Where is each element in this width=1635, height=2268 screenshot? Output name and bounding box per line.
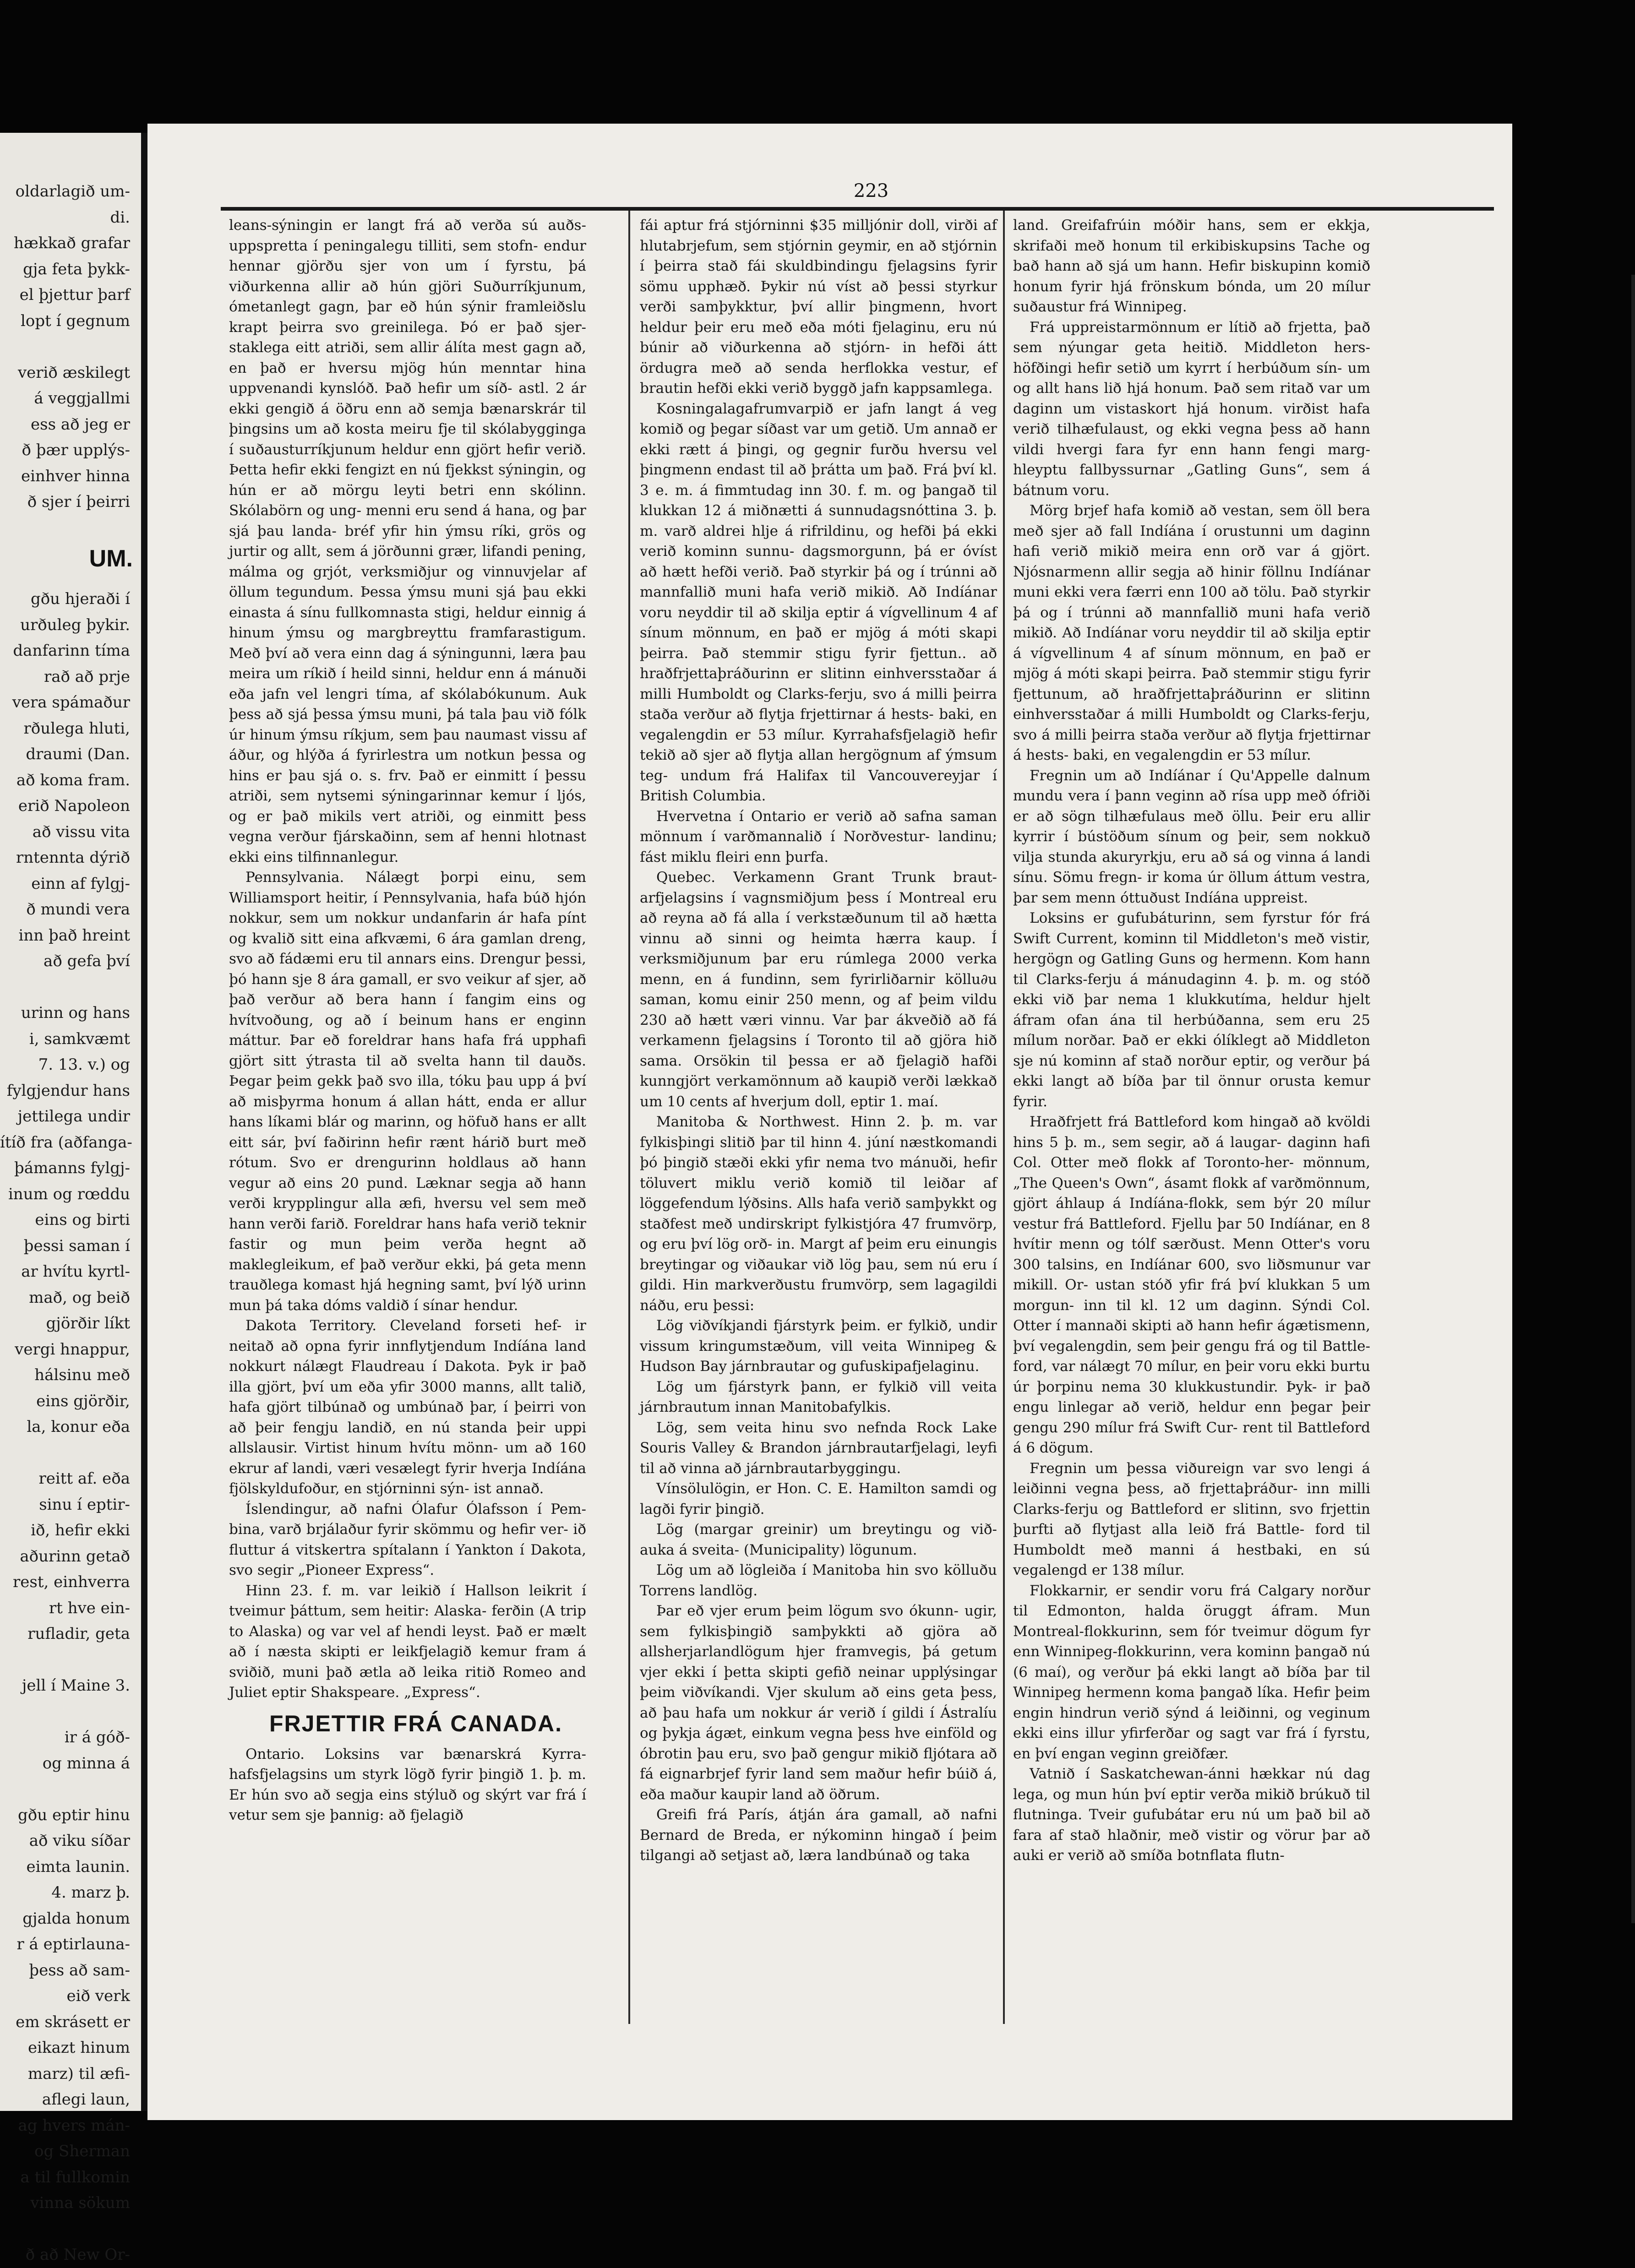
previous-page-line: ð mundi vera — [26, 900, 130, 919]
article-column-3 — [1013, 215, 1370, 2019]
article-paragraph: Dakota Territory. Cleveland forseti hef- ir neitað að opna fyrir innflytjendum Indíána land nokkurt nálægt Flaudreau í Dakota. Þyk ir það illa gjört, því um eða yfir 3000 manns, allt talið, hafa gjört tilbúnað og umbúnað þar, í þeirri von að þeir fengju landið, en nú standa þeir uppi allslausir. Virtist hinum hvítu mönn- um að 160 ekrur af landi, væri vesælegt fyrir hverja Indíána fjölskyldufoður, en stjórninni sýn- ist annað. — [229, 1317, 586, 1497]
section-heading: FRJETTIR FRÁ CANADA. — [269, 1710, 562, 1736]
article-paragraph: Vínsölulögin, er Hon. C. E. Hamilton samdi og lagði fyrir þingið. — [640, 1480, 997, 1517]
article-paragraph: Fregnin um að Indíánar í Qu'Appelle dalnum mundu vera í þann veginn að rísa upp með ófriði er að sögn tilhæfulaus með öllu. Þeir eru allir kyrrir í bústöðum sínum og þeir, sem nokkuð vilja stunda akuryrkju, eru að sá og vinna á landi sínu. Sömu fregn- ir koma úr öllum áttum vestra, þar sem menn óttuðust Indíána uppreist. — [1013, 767, 1370, 906]
previous-page-line: þess að sam- — [29, 1961, 130, 1980]
previous-page-line — [0, 1440, 133, 1466]
previous-page-line: að koma fram. — [16, 771, 130, 789]
previous-page-line: gðu hjeraði í — [30, 590, 130, 608]
previous-page-line: gja feta þykk- — [23, 260, 130, 278]
previous-page-line: di. — [110, 208, 130, 227]
article-paragraph: Þar eð vjer erum þeim lögum svo ókunn- ugir, sem fylkisþingið samþykkti að gjöra að allsherjarlandlögum hjer framvegis, þá getum vjer ekki í þetta skipti gefið neinar upplýsingar þeim viðvíkandi. Vjer skulum að eins geta þess, að þau hafa um nokkur ár verið í gildi í Ástralíu og þykja ágæt, einkum vegna þess hve einföld og óbrotin þau eru, svo það gengur mikið fljótara að fá eignarbrjef fyrir land sem maður hefir búið á, eða maður kaupir land að öðrum. — [640, 1603, 997, 1803]
previous-page-line: þessi saman í — [23, 1236, 130, 1255]
previous-page-line: urðuleg þykir. — [20, 615, 130, 634]
previous-page-line: i, samkvæmt — [29, 1029, 130, 1048]
previous-page-line — [0, 1699, 133, 1725]
previous-page-line: vera spámaður — [12, 693, 130, 712]
previous-page-line: rt hve ein- — [49, 1599, 130, 1617]
previous-page-line: ð að New Or- — [25, 2246, 130, 2264]
previous-page-line: em skrásett er — [16, 2012, 130, 2031]
previous-page-line: ir á góð- — [64, 1728, 130, 1746]
previous-page-line: 4. marz þ. — [51, 1883, 130, 1902]
previous-page-line: eikazt hinum — [27, 2039, 130, 2057]
article-paragraph: Manitoba & Northwest. Hinn 2. þ. m. var fylkisþingi slitið þar til hinn 4. júní næstkomandi þó þingið stæði ekki yfir nema tvo mánuði, hefir töluvert miklu verið komið til leiðar af löggefendum lýðsins. Alls hafa verið samþykkt og staðfest með undirskript fylkistjóra 47 frumvörp, og eru því lög orð- in. Margt af þeim eru einungis breytingar og viðaukar við lög þau, sem nú eru í gildi. Hin markverðustu frumvörp, sem lagagildi náðu, eru þessi: — [640, 1114, 997, 1314]
previous-page-line: og Sherman — [34, 2142, 130, 2160]
previous-page-line: eins gjörðir, — [36, 1392, 130, 1410]
article-paragraph: Kosningalagafrumvarpið er jafn langt á veg komið og þegar síðast var um getið. Um annað er ekki rætt á þingi, og gegnir furðu hversu vel þingmenn endast til að þrátta um það. Frá því kl. 3 e. m. á fimmtudag inn 30. f. m. og þangað til klukkan 12 á miðnætti á sunnudagsnóttina 3. þ. m. varð aldrei hlje á rifrildinu, og hefði þá ekki verið kominn sunnu- dagsmorgunn, þá er óvíst að hætt hefði verið. Það styrkir þá og í trúnni að mannfallið muni hafa verið mikið. Að Indíánar voru neyddir til að skilja eptir á vígvellinum 4 af sínum mönnum, en það er mjög á móti skapi þeirra. Það stemmir stigu fyrir fjettun.. að hraðfrjettaþráðurinn er slitinn einhversstaðar á milli Humboldt og Clarks-ferju, svo á milli þeirra staða verður að flytja frjettirnar á hests- baki, en vegalengdin er 53 mílur. Kyrrahafsfjelagið hefir tekið að sjer að flytja allan hergögnum af ýmsum teg- undum frá Halifax til Vancouvereyjar í British Columbia. — [640, 400, 997, 804]
previous-page-line: gjörðir líkt — [46, 1314, 130, 1333]
previous-page-line: rest, einhverra — [13, 1573, 130, 1591]
previous-page-line: eið verk — [66, 1987, 130, 2005]
previous-page-line: einn af fylgj- — [31, 874, 130, 893]
article-paragraph: fái aptur frá stjórninni $35 milljónir doll, virði af hlutabrjefum, sem stjórnin geymir, en að stjórnin í þeirra stað fái skuldbindingu fjelagsins fyrir sömu upphæð. Þykir nú víst að þessi styrkur verði samþykktur, því allir þingmenn, hvort heldur þeir eru með eða móti fjelaginu, eru nú búnir að viðurkenna að stjórn- in hefði átt ördugra með að senda herflokka vestur, ef brautin hefði ekki verið byggð jafn kappsamlega. — [640, 217, 997, 397]
previous-page-line: hækkað grafar — [13, 234, 130, 252]
previous-page-column-bottom — [0, 586, 133, 2268]
previous-page-line: rðulega hluti, — [23, 719, 130, 738]
previous-page-line: inum og rœddu — [8, 1185, 130, 1203]
previous-page-line: þámanns fylgj- — [14, 1159, 130, 1177]
page-number: 223 — [853, 180, 889, 201]
previous-page-line: lopt í gegnum — [21, 311, 130, 330]
article-paragraph: Ontario. Loksins var bænarskrá Kyrra- hafsfjelagsins um styrk lögð fyrir þingið 1. þ. m. Er hún svo að segja eins stýluð og skýrt var frá í vetur sem sje þannig: að fjelagið — [229, 1746, 586, 1823]
column-rule-1 — [628, 211, 630, 2024]
previous-page-line: einhver hinna — [21, 467, 130, 485]
previous-page-line: el þjettur þarf — [19, 286, 130, 304]
previous-page-line: marz) til æfi- — [27, 2064, 130, 2083]
previous-page-line: inn það hreint — [18, 926, 130, 945]
previous-page-line: urinn og hans — [21, 1004, 130, 1022]
previous-page-heading: UM. — [89, 545, 133, 572]
column-rule-2 — [1003, 211, 1005, 2024]
article-paragraph: Íslendingur, að nafni Ólafur Ólafsson í Pem- bina, varð brjálaður fyrir skömmu og hefir ver- ið fluttur á vitskertra spítalann í Yankton í Dakota, svo segir „Pioneer Express“. — [229, 1501, 586, 1578]
article-paragraph: Hraðfrjett frá Battleford kom hingað að kvöldi hins 5 þ. m., sem segir, að á laugar- daginn hafi Col. Otter með flokk af Toronto-her- mönnum, „The Queen's Own“, ásamt flokk af varðmönnum, gjört áhlaup á Indíána-flokk, sem býr 20 mílur vestur frá Battleford. Fjellu þar 50 Indíánar, en 8 hvítir menn og tólf særðust. Menn Otter's voru 300 talsins, en Indíánar 600, svo liðsmunur var mikill. Or- ustan stóð yfir frá því klukkan 5 um morgun- inn til kl. 12 um daginn. Sýndi Col. Otter í mannaði skipti að hann hefir ágætismenn, því vegalengdin, sem þeir gengu frá og til Battle- ford, var nálægt 70 mílur, en þeir voru ekki burtu úr þorpinu nema 30 klukkustundir. Þyk- ir það engu linlegar að verið, heldur enn þegar þeir gengu 290 mílur frá Swift Cur- rent til Battleford á 6 dögum. — [1013, 1114, 1370, 1456]
article-paragraph: Hvervetna í Ontario er verið að safna saman mönnum í varðmannalið í Norðvestur- landinu; fást miklu fleiri enn þurfa. — [640, 808, 997, 865]
article-paragraph: Vatnið í Saskatchewan-ánni hækkar nú dag lega, og mun hún því eptir verða mikið brúkuð til flutninga. Tveir gufubátar eru nú um það bil að fara af stað hlaðnir, með vistir og vörur þar að auki er verið að smíða botnflata flutn- — [1013, 1766, 1370, 1864]
article-paragraph: Hinn 23. f. m. var leikið í Hallson leikrit í tveimur þáttum, sem heitir: Alaska- ferðin (A trip to Alaska) og var vel af hendi leyst. Það er mælt að í næsta skipti er leikfjelagið kemur fram á sviðið, muni það ætla að leika ritið Romeo and Juliet eptir Shakspeare. „Express“. — [229, 1582, 586, 1701]
previous-page-line: erið Napoleon — [18, 797, 130, 815]
previous-page-line: hálsinu með — [34, 1366, 130, 1384]
previous-page-line: ð sjer í þeirri — [27, 493, 130, 511]
article-paragraph: Loksins er gufubáturinn, sem fyrstur fór frá Swift Current, kominn til Middleton's með vistir, hergögn og Gatling Guns og hermenn. Kom hann til Clarks-ferju á mánudaginn 4. þ. m. og stóð ekki við þar nema 1 klukkutíma, heldur hjelt áfram ofan ána til herbúðanna, sem eru 25 mílum norðar. Það er ekki ólíklegt að Middleton sje nú kominn af stað norður eptir, og verður þá ekki langt að bíða þar til önnur orusta kemur fyrir. — [1013, 910, 1370, 1110]
previous-page-line: sinu í eptir- — [39, 1495, 130, 1514]
previous-page-line: gðu eptir hinu — [18, 1806, 130, 1824]
article-paragraph: Mörg brjef hafa komið að vestan, sem öll bera með sjer að fall Indíána í orustunni um daginn hafi verið mikið meira enn orð var á gjört. Njósnarmenn allir segja að hinir föllnu Indíánar muni ekki vera færri enn 100 að tölu. Það styrkir þá og í trúnni að mannfallið muni hafa verið mikið. Að Indíánar voru neyddir til að skilja eptir á vígvellinum 4 af sínum mönnum, en það er mjög á móti skapi þeirra. Það stemmir stigu fyrir fjettunum, að hraðfrjettaþráðurinn er slitinn einhversstaðar á milli Humboldt og Clarks-ferju, svo á milli þeirra staða verður að flytja frjettirnar á hests- baki, en vegalengdin er 53 mílur. — [1013, 502, 1370, 763]
article-paragraph: Lög viðvíkjandi fjárstyrk þeim. er fylkið, undir vissum kringumstæðum, vill veita Winnipeg & Hudson Bay járnbrautar og gufuskipafjelaginu. — [640, 1317, 997, 1375]
header-rule — [221, 207, 1494, 211]
previous-page-line: oldarlagið um- — [15, 182, 130, 201]
previous-page-line: vinna sökum — [30, 2194, 130, 2212]
previous-page-line: la, konur eða — [27, 1418, 130, 1436]
previous-page-line: aðurinn getað — [20, 1547, 130, 1566]
previous-page-line — [0, 1647, 133, 1673]
article-paragraph: Lög (margar greinir) um breytingu og við- auka á sveita- (Municipality) lögunum. — [640, 1521, 997, 1558]
article-paragraph: Greifi frá París, átján ára gamall, að nafni Bernard de Breda, er nýkominn hingað í þeim tilgangi að setjast að, læra landbúnað og taka — [640, 1806, 997, 1864]
previous-page-line: reitt af. eða — [38, 1469, 130, 1488]
previous-page-line: jettilega undir — [17, 1107, 130, 1126]
article-paragraph: Lög um fjárstyrk þann, er fylkið vill veita járnbrautum innan Manitobafylkis. — [640, 1378, 997, 1415]
previous-page-column-top — [0, 179, 133, 515]
previous-page-line: að vissu vita — [32, 822, 130, 841]
article-paragraph: Lög, sem veita hinu svo nefnda Rock Lake Souris Valley & Brandon járnbrautarfjelagi, leyfi til að vinna að járnbrautarbyggingu. — [640, 1419, 997, 1477]
article-paragraph: Pennsylvania. Nálægt þorpi einu, sem Williamsport heitir, í Pennsylvania, hafa búð hjón nokkur, sem um nokkur undanfarin ár hafa pínt og kvalið sitt eina afkvæmi, 6 ára gamlan dreng, svo að fádæmi eru til annars eins. Drengur þessi, þó hann sje 8 ára gamall, er svo veikur af sjer, að það verður að bera hann í fangim eins og hvítvoðung, og að í beinum hans er enginn máttur. Þar eð foreldrar hans hafa frá upphafi gjört sitt ýtrasta til að svelta hann til dauðs. Þegar þeim gekk það svo illa, tóku þau upp á því að misþyrma honum á allan hátt, enda er allur hans líkami blár og marinn, og höfuð hans er allt eitt sár, því faðirinn hefir rænt hárið burt með rótum. Svo er drengurinn holdlaus að hann vegur að eins 20 pund. Læknar segja að hann verði krypplingur alla æfi, hversu vel sem með hann verði farið. Foreldrar hans hafa verið teknir fastir og mun þeim verða hegnt að maklegleikum, ef það verður ekki, þá geta menn trauðlega komast hjá hegning samt, því lýð urinn mun þá taka dóms valdið í sínar hendur. — [229, 869, 586, 1314]
previous-page-line: að viku síðar — [29, 1832, 130, 1850]
previous-page-line: ð þær upplýs- — [22, 441, 130, 459]
previous-page-line: ess að jeg er — [31, 415, 130, 434]
previous-page-line: að gefa því — [44, 952, 130, 970]
previous-page-line: vergi hnappur, — [15, 1340, 130, 1359]
previous-page-line: 7. 13. v.) og — [38, 1055, 130, 1074]
previous-page-line: eimta launin. — [26, 1857, 130, 1876]
page-edge-line — [1631, 275, 1635, 1923]
previous-page-line: r á eptirlauna- — [16, 1935, 130, 1953]
article-column-2 — [640, 215, 997, 2019]
previous-page-line: fylgjendur hans — [6, 1081, 130, 1100]
article-paragraph: Frá uppreistarmönnum er lítið að frjetta, það sem nýungar geta heitið. Middleton hers- höfðingi hefir setið um kyrrt í herbúðum sín- um og allt hans lið hjá honum. Það sem ritað var um daginn um vistaskort hjá honum. virðist hafa verið tilhæfulaust, og ekki vegna þess að hann vildi hvergi fara fyr enn hann fengi marg- hleyptu fallbyssurnar „Gatling Guns“, sem á bátnum voru. — [1013, 319, 1370, 499]
previous-page-line: og minna á — [42, 1754, 130, 1773]
newspaper-page — [147, 124, 1512, 2120]
previous-page-line: á veggjallmi — [34, 389, 130, 408]
previous-page-line: ag hvers mán- — [18, 2116, 130, 2135]
previous-page-line: rað að prje — [44, 667, 130, 686]
article-paragraph: Flokkarnir, er sendir voru frá Calgary norður til Edmonton, halda öruggt áfram. Mun Montreal-flokkurinn, sem fór tveimur dögum fyr enn Winnipeg-flokkurinn, vera kominn þangað nú (6 maí), og verður þá ekki langt að bíða þar til Winnipeg hermenn koma þangað líka. Hefir þeim engin hindrun verið sýnd á leiðinni, og veginum ekki eins illur yfirferðar og sagt var frá í fyrstu, en því engan veginn greiðfær. — [1013, 1582, 1370, 1762]
previous-page-line: ítíð fra (aðfanga- — [0, 1133, 132, 1152]
previous-page-line: gjalda honum — [22, 1909, 130, 1928]
previous-page-line: draumi (Dan. — [26, 745, 130, 763]
article-column-1 — [229, 215, 586, 2019]
previous-page-line: rufladir, geta — [27, 1625, 130, 1643]
previous-page-line — [0, 1776, 133, 1802]
previous-page-line: jell í Maine 3. — [22, 1676, 130, 1695]
previous-page-line — [0, 334, 133, 360]
previous-page-strip — [0, 133, 142, 2264]
previous-page-line: aflegi laun, — [42, 2090, 130, 2109]
article-paragraph: Fregnin um þessa viðureign var svo lengi á leiðinni vegna þess, að frjettaþráður- inn milli Clarks-ferju og Battleford er slitinn, svo frjettin þurfti að flytjast alla leið frá Battle- ford til Humboldt með manni á hestbaki, en sú vegalengd er 138 mílur. — [1013, 1460, 1370, 1578]
article-paragraph: leans-sýningin er langt frá að verða sú auðs- uppspretta í peningalegu tilliti, sem stofn- endur hennar gjörðu sjer von um í fyrstu, þá viðurkenna allir að hún gjöri Suðurríkjunum, ómetanlegt gagn, þar eð hún sýnir framleiðslu krapt þeirra svo greinilega. Þó er það sjer- staklega eitt atriði, sem allir álíta mest gagn að, en það er hversu mjög hún menntar hina uppvenandi kynslóð. Það hefir um síð- astl. 2 ár ekki gengið á öðru enn að semja bænarskrár til þingsins um að kosta meiru fje til skólabygginga í suðausturríkjunum heldur enn gjört hefir verið. Þetta hefir ekki fengizt en nú fjekkst sýningin, og hún er að mörgu leyti betri enn skólinn. Skólabörn og ung- menni eru send á hana, og þar sjá þau landa- bréf yfir hin ýmsu ríki, grös og jurtir og allt, sem á jörðunni grær, lifandi pening, málma og grjót, verksmiðjur og vinnuvjelar af öllum tegundum. Þessa ýmsu muni sjá þau ekki einasta á sínu fullkomnasta stigi, heldur einnig á hinum ýmsu og margbreyttu framfarastigum. Með því að vera einn dag á sýningunni, læra þau meira um ríkið í heild sinni, heldur enn á mánuði eða jafn vel lengri tíma, af skólabókunum. Auk þess að sjá þessa ýmsu muni, þá tala þau við fólk úr hinum ýmsu ríkjum, sem þau naumast vissu af áður, og hlýða á fyrirlestra um notkun þessa og hins er þau sjá o. s. frv. Það er einmitt í þessu atriði, sem nytsemi sýningarinnar kemur í ljós, og er það mikils vert atriði, og einmitt þess vegna verður fjárskaðinn, sem af henni hlotnast ekki eins tilfinnanlegur. — [229, 217, 586, 865]
previous-page-line: danfarinn tíma — [13, 642, 130, 660]
previous-page-line: rntennta dýrið — [16, 848, 130, 867]
previous-page-line: eins og birti — [35, 1211, 130, 1229]
previous-page-line — [0, 974, 133, 1001]
previous-page-line — [0, 2216, 133, 2242]
article-paragraph: Quebec. Verkamenn Grant Trunk braut- arfjelagsins í vagnsmiðjum þess í Montreal eru að reyna að fá alla í verkstæðunum til að hætta vinnu að sinni og heimta hærra kaup. Í verksmiðjunum þar eru rúmlega 2000 verka menn, en á fundinn, sem fyrirliðarnir köllu∂u saman, komu einir 250 menn, og af þeim vildu 230 að hætt væri vinnu. Var þar ákveðið að fá verkamenn fjelagsins í Toronto til að gjöra hið sama. Orsökin til þessa er að fjelagið hafði kunngjört verkamönnum að kaupið verði lækkað um 10 cents af hverjum doll, eptir 1. maí. — [640, 869, 997, 1110]
article-paragraph: land. Greifafrúin móðir hans, sem er ekkja, skrifaði með honum til erkibiskupsins Tache og bað hann að sjá um hann. Hefir biskupinn komið honum fyrir hjá frönskum bónda, um 20 mílur suðaustur frá Winnipeg. — [1013, 217, 1370, 315]
previous-page-line: ar hvítu kyrtl- — [21, 1262, 130, 1281]
previous-page-line: ið, hefir ekki — [31, 1521, 130, 1539]
previous-page-line: mað, og beið — [29, 1288, 130, 1307]
article-paragraph: Lög um að lögleiða í Manitoba hin svo kölluðu Torrens landlög. — [640, 1562, 997, 1599]
previous-page-line: verið æskilegt — [17, 363, 130, 382]
previous-page-line: a til fullkomin — [20, 2168, 130, 2186]
